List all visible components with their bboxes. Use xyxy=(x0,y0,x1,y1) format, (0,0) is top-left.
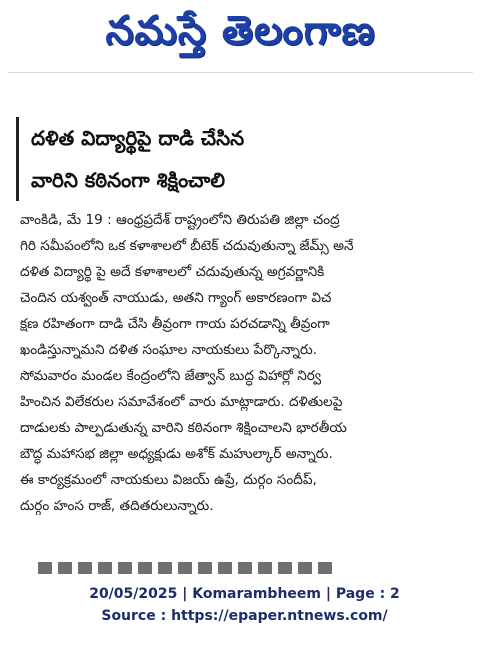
footer-date-edition: 20/05/2025 | Komarambheem | Page : 2 xyxy=(89,586,400,602)
article-line: దుర్గం హంస రాజ్, తదితరులున్నారు. xyxy=(20,498,214,514)
article-line: ఖండిస్తున్నామని దళిత సంఘాల నాయకులు పేర్కొన్నారు. xyxy=(20,342,318,358)
article-line: హించిన విలేకరుల సమావేశంలో వారు మాట్లాడారు. దళితులపై xyxy=(20,394,343,410)
footer-source: Source : https://epaper.ntnews.com/ xyxy=(101,608,388,624)
article-line: దాడులకు పాల్పడుతున్న వారిని కఠినంగా శిక్షించాలని భారతీయ xyxy=(20,420,347,436)
headline-line-2: వారిని కఠినంగా శిక్షించాలి xyxy=(31,168,225,192)
article-line: గిరి సమీపంలోని ఒక కళాశాలలో బీటెక్ చదువుతున్నా జేమ్స్ అనే xyxy=(20,238,354,254)
clipping xyxy=(8,0,473,575)
article-line: చెందిన యశ్వంత్ నాయుడు, అతని గ్యాంగ్ అకారణంగా విచ xyxy=(20,290,332,306)
headline-line-1: దళిత విద్యార్థిపై దాడి చేసిన xyxy=(31,126,245,150)
article-line: వాంకిడి, మే 19 : ఆంధ్రప్రదేశ్ రాష్ట్రంలోని తిరుపతి జిల్లా చంద్ర xyxy=(20,212,340,228)
article-line: ఈ కార్యక్రమంలో నాయకులు విజయ్ ఉప్రే, దుర్గం సందీప్, xyxy=(20,472,317,488)
footer xyxy=(0,583,489,627)
headline xyxy=(16,117,473,201)
article-line: సోమవారం మండల కేంద్రంలోని జేత్వాన్ బుద్ధ విహార్లో నిర్వ xyxy=(20,368,322,384)
cut-off-next-article xyxy=(38,562,338,574)
article-body xyxy=(20,207,467,519)
article-line: బౌద్ధ మహాసభ జిల్లా అధ్యక్షుడు అశోక్ మహుల్కార్ అన్నారు. xyxy=(20,446,333,462)
article-line: క్షణ రహితంగా దాడి చేసి తీవ్రంగా గాయ పరచడాన్ని తీవ్రంగా xyxy=(20,316,330,332)
article-line: దళిత విద్యార్థి పై అదే కళాశాలలో చదువుతున్న అగ్రవర్ణానికి xyxy=(20,264,325,280)
newspaper-masthead: నమస్తే తెలంగాణ xyxy=(8,0,473,73)
